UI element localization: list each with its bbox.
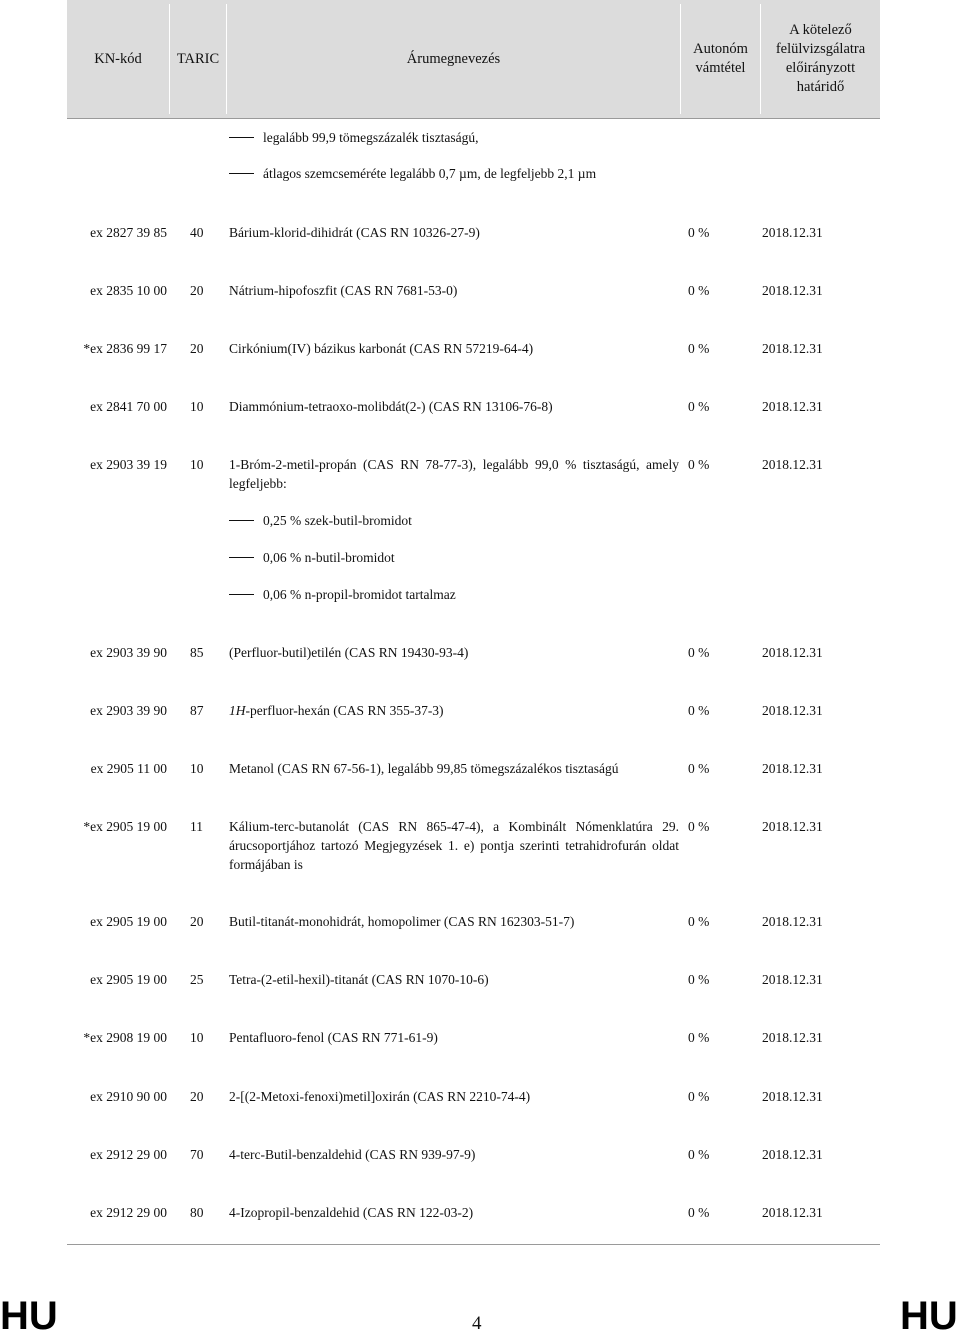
footer-language-left: HU (0, 1294, 58, 1338)
header-divider (67, 118, 880, 119)
bromide-dash-item: 0,06 % n-butil-bromidot (229, 548, 395, 567)
header-kn: KN-kód (94, 50, 142, 67)
intro-dash-item: átlagos szemcseméréte legalább 0,7 µm, de legfeljebb 2,1 µm (229, 164, 596, 183)
header-taric: TARIC (176, 50, 220, 67)
table-bottom-border (67, 1244, 880, 1245)
header-review-date: A kötelező felülvizsgálatra előirányzott határidő (775, 22, 866, 95)
bromide-dash-item: 0,25 % szek-butil-bromidot (229, 511, 412, 530)
page-number: 4 (472, 1313, 482, 1334)
header-description: Árumegnevezés (406, 50, 501, 67)
footer-language-right: HU (900, 1294, 958, 1338)
intro-dash-item: legalább 99,9 tömegszázalék tisztaságú, (229, 128, 479, 147)
bromide-dash-item: 0,06 % n-propil-bromidot tartalmaz (229, 585, 456, 604)
header-rate: Autonóm vámtétel (693, 41, 748, 76)
